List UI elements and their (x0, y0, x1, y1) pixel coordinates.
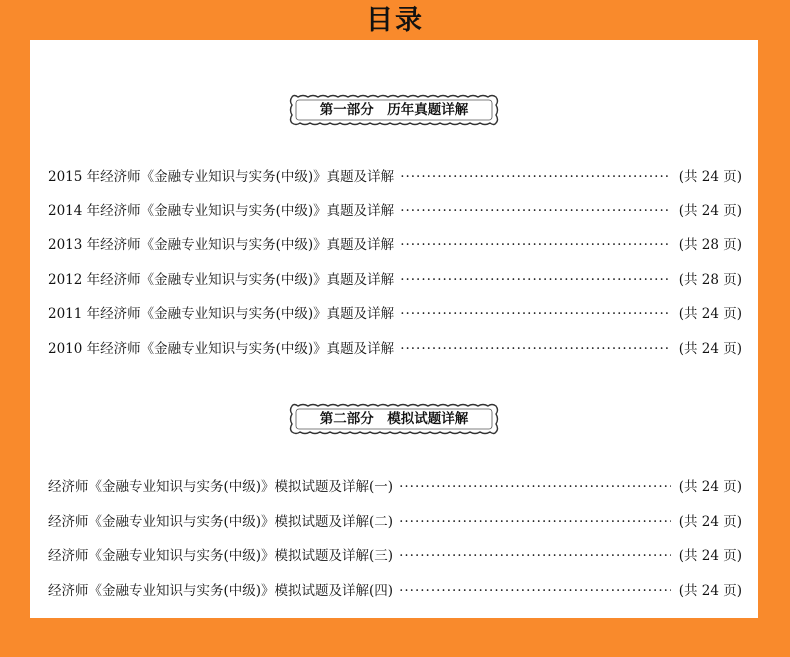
dot-leader (399, 511, 671, 533)
entry-title: 经济师《金融专业知识与实务(中级)》模拟试题及详解(三) (48, 548, 394, 564)
entry-title: 2012 年经济师《金融专业知识与实务(中级)》真题及详解 (48, 272, 395, 288)
page-count: (共 24 页) (678, 548, 742, 564)
toc-entry[interactable] (48, 200, 742, 222)
entry-title: 2015 年经济师《金融专业知识与实务(中级)》真题及详解 (48, 169, 395, 185)
section-header-2 (286, 400, 502, 438)
entry-title: 2014 年经济师《金融专业知识与实务(中级)》真题及详解 (48, 203, 395, 219)
page-count: (共 24 页) (678, 479, 742, 495)
page-count: (共 24 页) (678, 203, 742, 219)
dot-leader (400, 234, 671, 256)
page-count: (共 24 页) (678, 169, 742, 185)
entry-title: 2010 年经济师《金融专业知识与实务(中级)》真题及详解 (48, 341, 395, 357)
entry-title: 2011 年经济师《金融专业知识与实务(中级)》真题及详解 (48, 306, 395, 322)
dot-leader (399, 580, 671, 602)
toc-entry[interactable] (48, 303, 742, 325)
dot-leader (400, 200, 671, 222)
entry-title: 2013 年经济师《金融专业知识与实务(中级)》真题及详解 (48, 237, 395, 253)
dot-leader (400, 338, 671, 360)
page-count: (共 24 页) (678, 583, 742, 599)
page-count: (共 28 页) (678, 237, 742, 253)
toc-entry[interactable] (48, 166, 742, 188)
toc-entry[interactable] (48, 269, 742, 291)
dot-leader (400, 166, 671, 188)
toc-entry[interactable] (48, 545, 742, 567)
page-count: (共 24 页) (678, 306, 742, 322)
toc-entry[interactable] (48, 580, 742, 602)
dot-leader (399, 545, 671, 567)
toc-page (30, 40, 758, 618)
page-count: (共 24 页) (678, 514, 742, 530)
toc-entry[interactable] (48, 234, 742, 256)
toc-entry[interactable] (48, 338, 742, 360)
page-count: (共 24 页) (678, 341, 742, 357)
page-count: (共 28 页) (678, 272, 742, 288)
entry-title: 经济师《金融专业知识与实务(中级)》模拟试题及详解(二) (48, 514, 394, 530)
entry-title: 经济师《金融专业知识与实务(中级)》模拟试题及详解(一) (48, 479, 394, 495)
toc-entry[interactable] (48, 511, 742, 533)
section-header-1 (286, 91, 502, 129)
dot-leader (399, 476, 671, 498)
dot-leader (400, 303, 671, 325)
entry-title: 经济师《金融专业知识与实务(中级)》模拟试题及详解(四) (48, 583, 394, 599)
toc-entry[interactable] (48, 476, 742, 498)
page-title: 目录 (366, 5, 424, 36)
dot-leader (400, 269, 671, 291)
section-title: 第二部分 模拟试题详解 (319, 411, 469, 427)
section-title: 第一部分 历年真题详解 (319, 102, 469, 118)
